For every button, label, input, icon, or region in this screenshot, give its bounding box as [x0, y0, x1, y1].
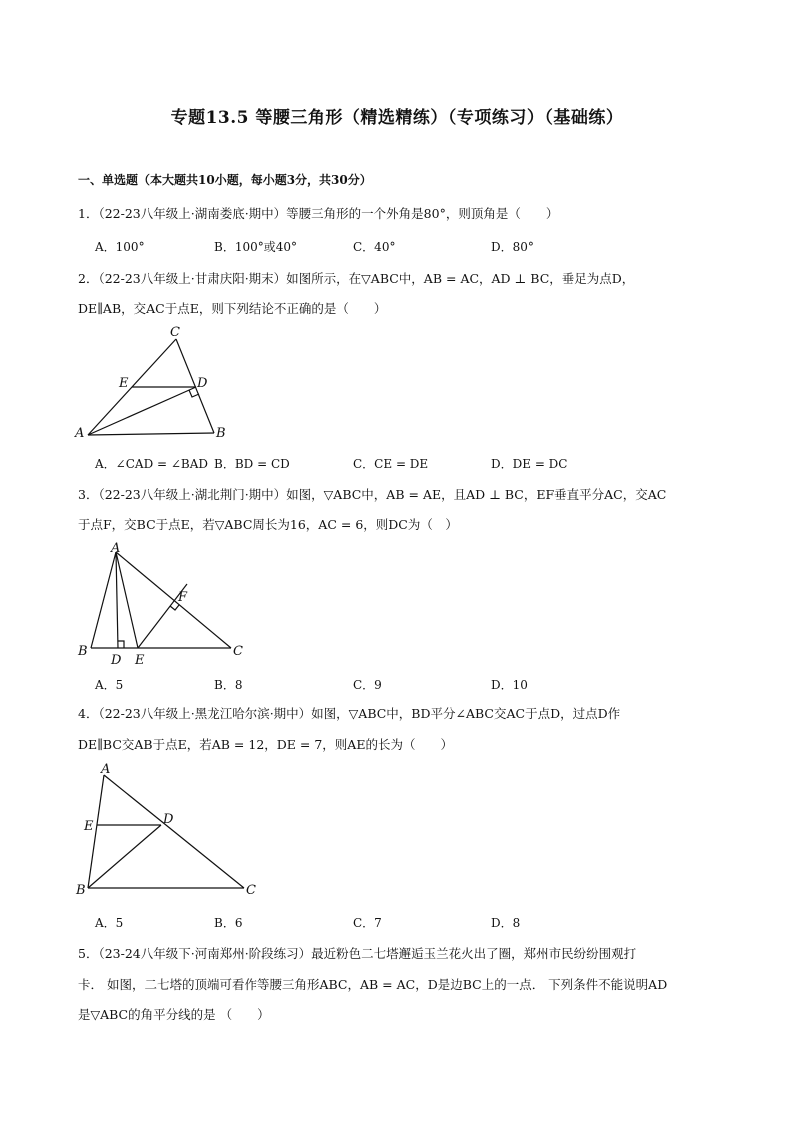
q1-option-b: B．100°或40° — [214, 240, 297, 254]
q2-option-b: B．BD = CD — [214, 457, 290, 471]
q4-seg-ac — [104, 775, 244, 888]
q1-option-d: D．80° — [491, 240, 534, 254]
section-heading: 一、单选题（本大题共10小题，每小题3分，共30分） — [78, 173, 372, 187]
q3-label-b: B — [78, 644, 88, 659]
q2-seg-ab — [88, 433, 214, 435]
question-5-line-3: 是▽ABC的角平分线的是 （ ） — [78, 1007, 270, 1022]
q3-option-d: D．10 — [491, 678, 528, 692]
q4-option-a: A．5 — [95, 916, 124, 930]
question-2-line-2: DE∥AB，交AC于点E，则下列结论不正确的是（ ） — [78, 301, 387, 316]
question-1-stem: 1．（22-23八年级上·湖南娄底·期中）等腰三角形的一个外角是80°，则顶角是（ ） — [78, 206, 559, 221]
q3-seg-ab — [91, 552, 116, 648]
q4-figure — [75, 762, 265, 897]
q2-label-a: A — [75, 426, 85, 441]
q3-right-angle-mark-f — [170, 605, 179, 610]
q2-option-a: A．∠CAD = ∠BAD — [95, 457, 209, 471]
q2-figure — [70, 325, 240, 450]
q2-seg-ad — [88, 387, 196, 435]
q3-seg-ad — [116, 552, 118, 648]
question-5-line-1: 5．（23-24八年级下·河南郑州·阶段练习）最近粉色二七塔邂逅玉兰花火出了圈，郑州市民纷纷围观打 — [78, 946, 637, 961]
q4-option-b: B．6 — [214, 916, 243, 930]
q4-label-a: A — [101, 762, 111, 777]
q3-label-a: A — [111, 541, 121, 556]
q4-label-b: B — [76, 883, 86, 898]
q4-option-c: C．7 — [353, 916, 382, 930]
q4-label-d: D — [163, 812, 174, 827]
q2-label-b: B — [216, 426, 226, 441]
q3-option-c: C．9 — [353, 678, 382, 692]
q3-seg-ae — [116, 552, 138, 648]
question-3-line-2: 于点F，交BC于点E，若▽ABC周长为16，AC = 6，则DC为（ ） — [78, 517, 458, 532]
q3-label-c: C — [233, 644, 243, 659]
q2-option-d: D．DE = DC — [491, 457, 568, 471]
q3-right-angle-mark-d — [118, 641, 124, 648]
q2-seg-cb — [176, 339, 214, 433]
q3-option-a: A．5 — [95, 678, 124, 692]
q3-label-f: F — [178, 590, 188, 605]
question-4-line-1: 4．（22-23八年级上·黑龙江哈尔滨·期中）如图，▽ABC中，BD平分∠ABC交AC于点D，过点D作 — [78, 706, 621, 721]
q4-label-c: C — [246, 883, 256, 898]
q2-label-d: D — [197, 376, 208, 391]
q2-option-c: C．CE = DE — [353, 457, 429, 471]
q2-label-e: E — [119, 376, 129, 391]
q1-option-a: A．100° — [95, 240, 145, 254]
question-3-line-1: 3．（22-23八年级上·湖北荆门·期中）如图，▽ABC中，AB = AE，且AD ⊥ BC，EF垂直平分AC，交AC — [78, 487, 667, 502]
page-title: 专题13.5 等腰三角形（精选精练）（专项练习）（基础练） — [170, 108, 624, 128]
question-5-line-2: 卡． 如图，二七塔的顶端可看作等腰三角形ABC，AB = AC，D是边BC上的一点． 下列条件不能说明AD — [78, 977, 668, 992]
q3-figure — [75, 540, 250, 668]
question-4-line-2: DE∥BC交AB于点E，若AB = 12，DE = 7，则AE的长为（ ） — [78, 737, 453, 752]
q3-label-e: E — [135, 653, 145, 668]
q4-seg-bd — [88, 825, 161, 888]
q4-label-e: E — [84, 819, 94, 834]
q1-option-c: C．40° — [353, 240, 396, 254]
q3-seg-ac — [116, 552, 231, 648]
q4-option-d: D．8 — [491, 916, 521, 930]
q3-label-d: D — [111, 653, 122, 668]
q2-label-c: C — [170, 325, 180, 340]
q3-option-b: B．8 — [214, 678, 243, 692]
question-2-line-1: 2．（22-23八年级上·甘肃庆阳·期末）如图所示，在▽ABC中，AB = AC，AD ⊥ BC，垂足为点D， — [78, 271, 635, 286]
